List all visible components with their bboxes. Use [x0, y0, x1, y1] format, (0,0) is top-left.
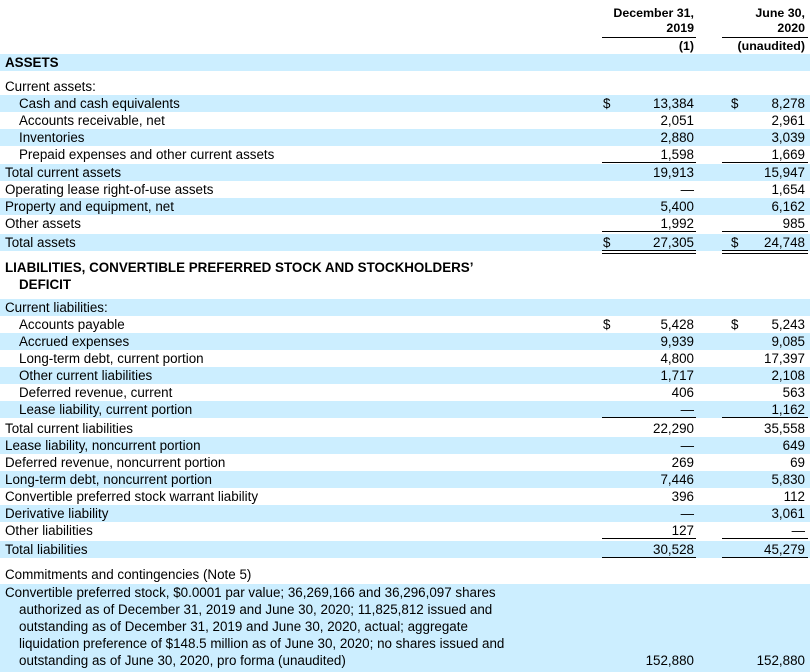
underline [602, 538, 696, 539]
preferred-stock-row [0, 584, 810, 672]
row-label: Long-term debt, current portion [19, 351, 204, 366]
row-label: Convertible preferred stock warrant liability [5, 489, 259, 504]
liabilities-heading-line2: DEFICIT [19, 277, 72, 292]
value-dec-2019: — [680, 506, 694, 521]
value-dec-2019: 7,446 [660, 472, 694, 487]
preferred-line: outstanding as of December 31, 2019 and June 30, 2020, actual; aggregate [19, 619, 468, 634]
liabilities-heading-line1: LIABILITIES, CONVERTIBLE PREFERRED STOCK AND STOCKHOLDERS’ [5, 260, 474, 275]
header-rule-1 [602, 37, 696, 38]
value-jun-2020: 35,558 [764, 421, 805, 436]
value-jun-2020: 5,830 [771, 472, 805, 487]
table-row [0, 129, 810, 146]
value-jun-2020: 45,279 [764, 542, 805, 557]
value-jun-2020: 8,278 [771, 96, 805, 111]
value-dec-2019: 1,717 [660, 368, 694, 383]
table-row [0, 401, 810, 418]
table-row [0, 112, 810, 129]
value-dec-2019: 13,384 [653, 96, 694, 111]
col2-subheading: (unaudited) [737, 39, 805, 53]
row-label: Other current liabilities [19, 368, 153, 383]
row-label: Current assets: [5, 79, 96, 94]
liabilities-heading [0, 258, 810, 294]
header-rule-2 [722, 37, 808, 38]
table-row [0, 316, 810, 333]
col2-line1: June 30, [755, 6, 805, 20]
value-dec-2019: 2,880 [660, 130, 694, 145]
preferred-line: Convertible preferred stock, $0.0001 par value; 36,269,166 and 36,296,097 shares [5, 585, 496, 600]
value-dec-2019: 5,400 [660, 199, 694, 214]
value-jun-2020: 17,397 [764, 351, 805, 366]
currency-symbol: $ [731, 235, 739, 250]
value-dec-2019: 9,939 [660, 334, 694, 349]
row-label: Derivative liability [5, 506, 109, 521]
currency-symbol: $ [731, 317, 739, 332]
row-label: Commitments and contingencies (Note 5) [5, 567, 252, 582]
currency-symbol: $ [603, 235, 611, 250]
row-label: Inventories [19, 130, 85, 145]
value-jun-2020: — [791, 523, 805, 538]
row-label: Current liabilities: [5, 300, 108, 315]
table-row [0, 198, 810, 215]
value-dec-2019: — [680, 402, 694, 417]
table-row [0, 367, 810, 384]
underline [602, 231, 696, 232]
column-header-jun-2020 [718, 6, 805, 36]
value-dec-2019: 1,992 [660, 216, 694, 231]
row-label: Prepaid expenses and other current assets [19, 147, 275, 162]
preferred-value-2020: 152,880 [756, 653, 805, 668]
table-row [0, 78, 810, 95]
value-jun-2020: 15,947 [764, 165, 805, 180]
value-dec-2019: 19,913 [653, 165, 694, 180]
value-jun-2020: 649 [782, 438, 805, 453]
table-row [0, 333, 810, 350]
table-row [0, 95, 810, 112]
table-row [0, 471, 810, 488]
table-row [0, 541, 810, 558]
preferred-line: outstanding as of June 30, 2020, pro forma (unaudited) [19, 653, 346, 668]
row-label: Lease liability, noncurrent portion [5, 438, 201, 453]
row-label: Deferred revenue, current [19, 385, 173, 400]
value-jun-2020: 1,669 [771, 147, 805, 162]
table-row [0, 181, 810, 198]
table-row [0, 299, 810, 316]
underline [722, 538, 808, 539]
double-underline [602, 250, 696, 254]
col1-subheading: (1) [678, 39, 694, 53]
underline [722, 417, 808, 418]
row-label: Deferred revenue, noncurrent portion [5, 455, 226, 470]
row-label: Long-term debt, noncurrent portion [5, 472, 212, 487]
value-jun-2020: 24,748 [764, 235, 805, 250]
value-jun-2020: 9,085 [771, 334, 805, 349]
row-label: Other liabilities [5, 523, 93, 538]
row-label: Operating lease right-of-use assets [5, 182, 214, 197]
value-jun-2020: 1,654 [771, 182, 805, 197]
table-row [0, 54, 810, 71]
value-jun-2020: 6,162 [771, 199, 805, 214]
row-label: Total assets [5, 235, 76, 250]
col2-line2: 2020 [777, 21, 805, 35]
preferred-stock-description [5, 584, 565, 669]
value-dec-2019: 1,598 [660, 147, 694, 162]
row-label: Property and equipment, net [5, 199, 174, 214]
underline [722, 231, 808, 232]
table-row [0, 437, 810, 454]
col1-line1: December 31, [613, 6, 694, 20]
value-jun-2020: 1,162 [771, 402, 805, 417]
underline [602, 162, 696, 163]
value-dec-2019: 396 [671, 489, 694, 504]
double-underline [722, 250, 808, 254]
preferred-line: authorized as of December 31, 2019 and June 30, 2020; 11,825,812 issued and [19, 602, 493, 617]
table-row [0, 146, 810, 163]
table-row [0, 350, 810, 367]
row-label: Accounts payable [19, 317, 125, 332]
value-jun-2020: 112 [783, 489, 805, 504]
row-label: Other assets [5, 216, 81, 231]
value-jun-2020: 2,108 [771, 368, 805, 383]
value-jun-2020: 5,243 [771, 317, 805, 332]
row-label: Total liabilities [5, 542, 88, 557]
preferred-line: liquidation preference of $148.5 million as of June 30, 2020; no shares issued and [19, 636, 505, 651]
table-row [0, 384, 810, 401]
table-row [0, 488, 810, 505]
row-label: Total current liabilities [5, 421, 134, 436]
value-dec-2019: 5,428 [660, 317, 694, 332]
value-dec-2019: 30,528 [653, 542, 694, 557]
row-label: Accrued expenses [19, 334, 130, 349]
table-row [0, 566, 810, 583]
value-jun-2020: 69 [790, 455, 805, 470]
value-dec-2019: — [680, 182, 694, 197]
value-dec-2019: 2,051 [660, 113, 694, 128]
table-row [0, 522, 810, 539]
row-label: Accounts receivable, net [19, 113, 165, 128]
value-dec-2019: 269 [671, 455, 694, 470]
value-jun-2020: 2,961 [771, 113, 805, 128]
value-dec-2019: 406 [671, 385, 694, 400]
column-header [0, 0, 810, 56]
value-jun-2020: 3,039 [771, 130, 805, 145]
preferred-value-2019: 152,880 [645, 653, 694, 668]
table-row [0, 454, 810, 471]
table-row [0, 215, 810, 232]
row-label: Total current assets [5, 165, 122, 180]
row-label: ASSETS [5, 55, 59, 70]
underline [602, 417, 696, 418]
value-jun-2020: 985 [782, 216, 805, 231]
value-jun-2020: 563 [782, 385, 805, 400]
table-row [0, 505, 810, 522]
value-dec-2019: 27,305 [653, 235, 694, 250]
currency-symbol: $ [731, 96, 739, 111]
underline [722, 557, 808, 558]
value-dec-2019: 4,800 [660, 351, 694, 366]
table-row [0, 420, 810, 437]
row-label: Lease liability, current portion [19, 402, 193, 417]
value-jun-2020: 3,061 [771, 506, 805, 521]
column-header-dec-2019 [590, 6, 694, 36]
value-dec-2019: 22,290 [653, 421, 694, 436]
currency-symbol: $ [603, 96, 611, 111]
underline [722, 162, 808, 163]
table-row [0, 164, 810, 181]
row-label: Cash and cash equivalents [19, 96, 180, 111]
currency-symbol: $ [603, 317, 611, 332]
underline [602, 557, 696, 558]
value-dec-2019: 127 [671, 523, 694, 538]
col1-line2: 2019 [666, 21, 694, 35]
value-dec-2019: — [680, 438, 694, 453]
table-row [0, 234, 810, 251]
